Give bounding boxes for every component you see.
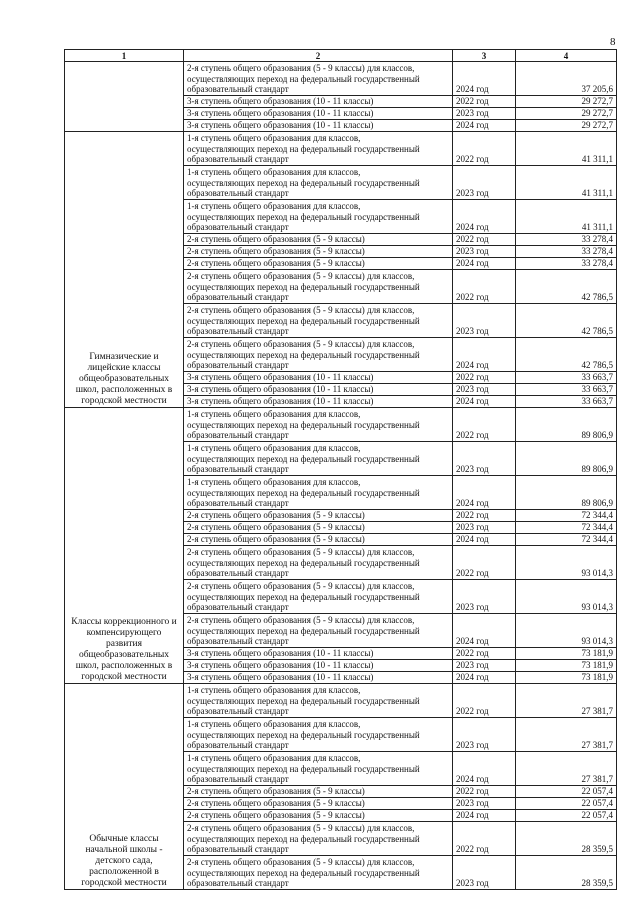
page-number: 8: [610, 36, 616, 48]
education-level-line: 1-я ступень общего образования для классов,: [187, 167, 361, 178]
year-cell: 2023 год: [453, 522, 516, 534]
header-col-2: 2: [184, 50, 453, 62]
amount-cell: 28 359,5: [516, 856, 617, 890]
education-level-line: образовательный стандарт: [187, 878, 289, 889]
amount-cell: 22 057,4: [516, 798, 617, 810]
table-row: [65, 132, 617, 166]
year-cell: 2023 год: [453, 798, 516, 810]
education-level-cell: [184, 62, 453, 96]
education-level-line: осуществляющих переход на федеральный государственный: [187, 211, 420, 222]
amount-cell: 73 181,9: [516, 660, 617, 672]
year-cell: 2022 год: [453, 822, 516, 856]
year-cell: 2022 год: [453, 648, 516, 660]
education-level-line: 2-я ступень общего образования (5 - 9 классы) для классов,: [187, 339, 415, 350]
year-cell: 2022 год: [453, 546, 516, 580]
year-cell: 2024 год: [453, 810, 516, 822]
education-level-cell: [184, 258, 453, 270]
amount-cell: 27 381,7: [516, 684, 617, 718]
amount-cell: 93 014,3: [516, 614, 617, 648]
education-level-cell: [184, 246, 453, 258]
education-level-line: 2-я ступень общего образования (5 - 9 классы): [187, 258, 365, 269]
education-level-line: 3-я ступень общего образования (10 - 11 классы): [187, 372, 374, 383]
education-level-cell: [184, 200, 453, 234]
education-level-cell: [184, 442, 453, 476]
year-cell: 2024 год: [453, 396, 516, 408]
education-level-cell: [184, 96, 453, 108]
year-cell: 2023 год: [453, 442, 516, 476]
education-level-line: 2-я ступень общего образования (5 - 9 классы): [187, 234, 365, 245]
amount-cell: 93 014,3: [516, 580, 617, 614]
education-level-line: образовательный стандарт: [187, 602, 289, 613]
education-level-cell: [184, 108, 453, 120]
header-col-1: 1: [65, 50, 184, 62]
year-cell: 2024 год: [453, 476, 516, 510]
education-level-cell: [184, 234, 453, 246]
amount-cell: 37 205,6: [516, 62, 617, 96]
tariff-table: [64, 49, 617, 890]
year-cell: 2023 год: [453, 660, 516, 672]
education-level-cell: [184, 660, 453, 672]
year-cell: 2022 год: [453, 408, 516, 442]
education-level-line: 3-я ступень общего образования (10 - 11 классы): [187, 120, 374, 131]
education-level-line: 1-я ступень общего образования для классов,: [187, 409, 361, 420]
education-level-cell: [184, 534, 453, 546]
table-body: [65, 62, 617, 890]
education-level-cell: [184, 522, 453, 534]
education-level-line: осуществляющих переход на федеральный государственный: [187, 453, 420, 464]
education-level-cell: [184, 384, 453, 396]
education-level-line: осуществляющих переход на федеральный государственный: [187, 73, 420, 84]
year-cell: 2024 год: [453, 672, 516, 684]
amount-cell: 89 806,9: [516, 408, 617, 442]
education-level-line: осуществляющих переход на федеральный государственный: [187, 625, 420, 636]
education-level-line: 2-я ступень общего образования (5 - 9 классы) для классов,: [187, 615, 415, 626]
amount-cell: 29 272,7: [516, 108, 617, 120]
year-cell: 2023 год: [453, 718, 516, 752]
education-level-line: осуществляющих переход на федеральный государственный: [187, 419, 420, 430]
education-level-line: 2-я ступень общего образования (5 - 9 классы) для классов,: [187, 305, 415, 316]
education-level-line: образовательный стандарт: [187, 464, 289, 475]
year-cell: 2022 год: [453, 270, 516, 304]
education-level-cell: [184, 684, 453, 718]
education-level-line: образовательный стандарт: [187, 740, 289, 751]
education-level-line: образовательный стандарт: [187, 498, 289, 509]
education-level-cell: [184, 718, 453, 752]
year-cell: 2024 год: [453, 200, 516, 234]
education-level-line: 2-я ступень общего образования (5 - 9 классы): [187, 798, 365, 809]
year-cell: 2022 год: [453, 96, 516, 108]
education-level-cell: [184, 752, 453, 786]
amount-cell: 72 344,4: [516, 510, 617, 522]
amount-cell: 89 806,9: [516, 476, 617, 510]
education-level-line: образовательный стандарт: [187, 154, 289, 165]
year-cell: 2024 год: [453, 614, 516, 648]
education-level-line: 2-я ступень общего образования (5 - 9 классы): [187, 522, 365, 533]
amount-cell: 33 278,4: [516, 246, 617, 258]
category-cell: Гимназические и лицейские классы общеобразовательных школ, расположенных в городской местности: [65, 132, 184, 408]
year-cell: 2022 год: [453, 510, 516, 522]
education-level-cell: [184, 856, 453, 890]
education-level-line: образовательный стандарт: [187, 430, 289, 441]
year-cell: 2022 год: [453, 372, 516, 384]
amount-cell: 73 181,9: [516, 672, 617, 684]
education-level-line: 1-я ступень общего образования для классов,: [187, 685, 361, 696]
education-level-line: образовательный стандарт: [187, 568, 289, 579]
education-level-line: образовательный стандарт: [187, 222, 289, 233]
amount-cell: 41 311,1: [516, 132, 617, 166]
table-row: [65, 408, 617, 442]
amount-cell: 72 344,4: [516, 534, 617, 546]
education-level-line: 3-я ступень общего образования (10 - 11 классы): [187, 396, 374, 407]
education-level-line: 1-я ступень общего образования для классов,: [187, 443, 361, 454]
education-level-line: образовательный стандарт: [187, 292, 289, 303]
education-level-cell: [184, 798, 453, 810]
education-level-line: образовательный стандарт: [187, 844, 289, 855]
education-level-cell: [184, 372, 453, 384]
amount-cell: 93 014,3: [516, 546, 617, 580]
amount-cell: 33 663,7: [516, 384, 617, 396]
education-level-line: осуществляющих переход на федеральный государственный: [187, 143, 420, 154]
education-level-line: 1-я ступень общего образования для классов,: [187, 753, 361, 764]
amount-cell: 28 359,5: [516, 822, 617, 856]
education-level-line: 2-я ступень общего образования (5 - 9 классы): [187, 510, 365, 521]
amount-cell: 41 311,1: [516, 166, 617, 200]
education-level-line: 2-я ступень общего образования (5 - 9 классы) для классов,: [187, 63, 415, 74]
education-level-cell: [184, 304, 453, 338]
category-cell: Обычные классы начальной школы - детского сада, расположенной в городской местности: [65, 684, 184, 890]
education-level-line: 3-я ступень общего образования (10 - 11 классы): [187, 648, 374, 659]
education-level-cell: [184, 822, 453, 856]
year-cell: 2023 год: [453, 856, 516, 890]
education-level-cell: [184, 510, 453, 522]
category-cell: [65, 62, 184, 132]
education-level-line: осуществляющих переход на федеральный государственный: [187, 557, 420, 568]
education-level-line: осуществляющих переход на федеральный государственный: [187, 695, 420, 706]
education-level-line: 1-я ступень общего образования для классов,: [187, 201, 361, 212]
education-level-line: 2-я ступень общего образования (5 - 9 классы) для классов,: [187, 547, 415, 558]
education-level-cell: [184, 396, 453, 408]
year-cell: 2022 год: [453, 684, 516, 718]
education-level-cell: [184, 580, 453, 614]
year-cell: 2024 год: [453, 258, 516, 270]
amount-cell: 33 278,4: [516, 258, 617, 270]
education-level-cell: [184, 614, 453, 648]
education-level-line: образовательный стандарт: [187, 636, 289, 647]
year-cell: 2023 год: [453, 304, 516, 338]
amount-cell: 27 381,7: [516, 718, 617, 752]
education-level-cell: [184, 810, 453, 822]
education-level-cell: [184, 476, 453, 510]
education-level-line: 1-я ступень общего образования для классов,: [187, 719, 361, 730]
table-row: [65, 684, 617, 718]
education-level-line: осуществляющих переход на федеральный государственный: [187, 315, 420, 326]
education-level-cell: [184, 786, 453, 798]
education-level-line: 2-я ступень общего образования (5 - 9 классы): [187, 246, 365, 257]
education-level-line: 2-я ступень общего образования (5 - 9 классы) для классов,: [187, 823, 415, 834]
amount-cell: 42 786,5: [516, 304, 617, 338]
education-level-cell: [184, 166, 453, 200]
amount-cell: 42 786,5: [516, 270, 617, 304]
education-level-line: 2-я ступень общего образования (5 - 9 классы): [187, 810, 365, 821]
amount-cell: 29 272,7: [516, 96, 617, 108]
amount-cell: 42 786,5: [516, 338, 617, 372]
header-row: [65, 50, 617, 62]
education-level-line: образовательный стандарт: [187, 774, 289, 785]
amount-cell: 33 278,4: [516, 234, 617, 246]
amount-cell: 89 806,9: [516, 442, 617, 476]
amount-cell: 41 311,1: [516, 200, 617, 234]
amount-cell: 33 663,7: [516, 372, 617, 384]
year-cell: 2024 год: [453, 120, 516, 132]
education-level-cell: [184, 648, 453, 660]
year-cell: 2024 год: [453, 338, 516, 372]
education-level-line: 2-я ступень общего образования (5 - 9 классы): [187, 786, 365, 797]
education-level-line: 3-я ступень общего образования (10 - 11 классы): [187, 672, 374, 683]
education-level-line: осуществляющих переход на федеральный государственный: [187, 177, 420, 188]
education-level-line: осуществляющих переход на федеральный государственный: [187, 833, 420, 844]
year-cell: 2023 год: [453, 580, 516, 614]
education-level-cell: [184, 338, 453, 372]
education-level-line: осуществляющих переход на федеральный государственный: [187, 591, 420, 602]
education-level-cell: [184, 270, 453, 304]
year-cell: 2022 год: [453, 786, 516, 798]
education-level-line: осуществляющих переход на федеральный государственный: [187, 281, 420, 292]
education-level-line: осуществляющих переход на федеральный государственный: [187, 867, 420, 878]
year-cell: 2023 год: [453, 108, 516, 120]
education-level-line: образовательный стандарт: [187, 326, 289, 337]
year-cell: 2023 год: [453, 166, 516, 200]
education-level-cell: [184, 546, 453, 580]
amount-cell: 73 181,9: [516, 648, 617, 660]
education-level-cell: [184, 672, 453, 684]
education-level-line: 3-я ступень общего образования (10 - 11 классы): [187, 96, 374, 107]
education-level-line: образовательный стандарт: [187, 188, 289, 199]
header-col-3: 3: [453, 50, 516, 62]
category-cell: Классы коррекционного и компенсирующего развития общеобразовательных школ, расположенных в городской местности: [65, 408, 184, 684]
amount-cell: 22 057,4: [516, 810, 617, 822]
education-level-line: 2-я ступень общего образования (5 - 9 классы) для классов,: [187, 857, 415, 868]
education-level-cell: [184, 120, 453, 132]
table-row: [65, 62, 617, 96]
education-level-line: образовательный стандарт: [187, 84, 289, 95]
education-level-line: осуществляющих переход на федеральный государственный: [187, 487, 420, 498]
education-level-line: 2-я ступень общего образования (5 - 9 классы) для классов,: [187, 271, 415, 282]
education-level-line: осуществляющих переход на федеральный государственный: [187, 729, 420, 740]
education-level-line: осуществляющих переход на федеральный государственный: [187, 763, 420, 774]
amount-cell: 29 272,7: [516, 120, 617, 132]
education-level-line: 3-я ступень общего образования (10 - 11 классы): [187, 384, 374, 395]
education-level-cell: [184, 132, 453, 166]
year-cell: 2022 год: [453, 234, 516, 246]
amount-cell: 33 663,7: [516, 396, 617, 408]
year-cell: 2024 год: [453, 752, 516, 786]
education-level-line: образовательный стандарт: [187, 706, 289, 717]
education-level-line: 3-я ступень общего образования (10 - 11 классы): [187, 108, 374, 119]
education-level-line: 2-я ступень общего образования (5 - 9 классы): [187, 534, 365, 545]
year-cell: 2023 год: [453, 384, 516, 396]
education-level-line: осуществляющих переход на федеральный государственный: [187, 349, 420, 360]
education-level-line: образовательный стандарт: [187, 360, 289, 371]
year-cell: 2023 год: [453, 246, 516, 258]
year-cell: 2022 год: [453, 132, 516, 166]
education-level-line: 2-я ступень общего образования (5 - 9 классы) для классов,: [187, 581, 415, 592]
education-level-line: 1-я ступень общего образования для классов,: [187, 133, 361, 144]
amount-cell: 72 344,4: [516, 522, 617, 534]
header-col-4: 4: [516, 50, 617, 62]
year-cell: 2024 год: [453, 534, 516, 546]
amount-cell: 27 381,7: [516, 752, 617, 786]
education-level-line: 3-я ступень общего образования (10 - 11 классы): [187, 660, 374, 671]
amount-cell: 22 057,4: [516, 786, 617, 798]
year-cell: 2024 год: [453, 62, 516, 96]
education-level-cell: [184, 408, 453, 442]
education-level-line: 1-я ступень общего образования для классов,: [187, 477, 361, 488]
